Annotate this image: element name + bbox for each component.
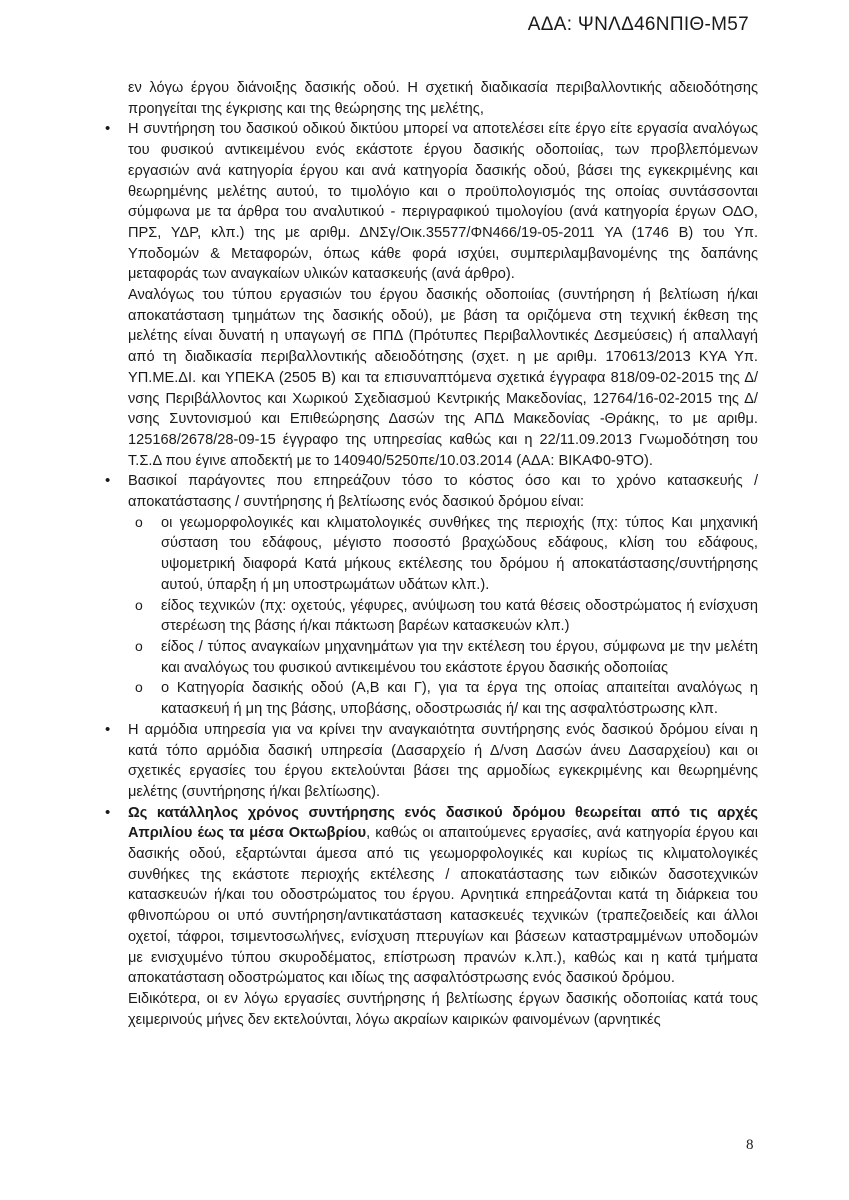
paragraph-winter-works: Ειδικότερα, οι εν λόγω εργασίες συντήρησης ή βελτίωσης έργων δασικής οδοποιίας κατά τους χειμερινούς μήνες δεν εκτελούνται, λόγω ακραίων καιρικών φαινομένων (αρνητικές <box>128 990 758 1028</box>
bullet-cost-factors: • Βασικοί παράγοντες που επηρεάζουν τόσο το κόστος όσο και το χρόνο κατασκευής / αποκατάστασης / συντήρησης ή βελτίωσης ενός δασικού δρόμου είναι: <box>128 471 758 512</box>
maintenance-season-bold: Ως κατάλληλος χρόνος συντήρησης ενός δασικού δρόμου θεωρείται από τις αρχές Απριλίου έως τα μέσα Οκτωβρίου <box>128 804 758 842</box>
paragraph-environmental-licensing: Αναλόγως του τύπου εργασιών του έργου δασικής οδοποιίας (συντήρηση ή βελτίωση ή/και αποκατάσταση τμημάτων της δασικής οδού), με βάση τα οριζόμενα στη τεχνική έκθεση της μελέτης είναι δυνατή η υπαγωγή σε ΠΠΔ (Πρότυπες Περιβαλλοντικές Δεσμεύσεις) ή απαλλαγή από τη διαδικασία περιβαλλοντικής αδειοδότησης (σχετ. η με αριθμ. 170613/2013 ΚΥΑ Υπ. ΥΠ.ΜΕ.ΔΙ. και ΥΠΕΚΑ (2505 Β) και τα επισυναπτόμενα σχετικά έγγραφα 818/09-02-2015 της Δ/νσης Περιβάλλοντος και Χωρικού Σχεδιασμού Κεντρικής Μακεδονίας, 12764/16-02-2015 της Δ/νσης Συντονισμού και Επιθεώρησης Δασών της ΑΠΔ Μακεδονίας -Θράκης, το με αριθμ. 125168/2678/28-09-15 έγγραφο της υπηρεσίας καθώς και η 22/11.09.2013 Γνωμοδότηση του Τ.Σ.Δ που έγινε αποδεκτή με το 140940/5250πε/10.03.2014 (ΑΔΑ: ΒΙΚΑΦ0-9ΤΟ). <box>128 287 758 469</box>
bullet-maintenance: • Η συντήρηση του δασικού οδικού δικτύου μπορεί να αποτελέσει είτε έργο είτε εργασία αναλόγως του φυσικού αντικειμένου ενός εκάστοτε έργου δασικής οδοποιίας, των προβλεπόμενων εργασιών ανά κατηγορία έργου και ανά κατηγορία δασικής οδού, βάσει της εγκεκριμένης και θεωρημένης μελέτης αυτού, το τιμολόγιο και ο προϋπολογισμός της οποίας συντάσσονται σύμφωνα με τα άρθρα του αναλυτικού - περιγραφικού τιμολογίου (ανά κατηγορία έργων ΟΔΟ, ΠΡΣ, ΥΔΡ, κλπ.) της με αριθμ. ΔΝΣγ/Οικ.35577/ΦΝ466/19-05-2011 ΥΑ (1746 Β) του Υπ. Υποδομών & Μεταφορών, όπως κάθε φορά ισχύει, συμπεριλαμβανομένης της δαπάνης μεταφοράς των αναγκαίων υλικών κατασκευής (ανά άρθρο). <box>128 119 758 285</box>
sub-item-road-category: o ο Κατηγορία δασικής οδού (Α,Β και Γ), για τα έργα της οποίας απαιτείται αναλόγως η κατασκευή ή μη της βάσης, υποβάσης, οδοστρωσιάς ή/ και της ασφαλτόστρωσης κλπ. <box>161 678 758 719</box>
bullet-competent-service: • Η αρμόδια υπηρεσία για να κρίνει την αναγκαιότητα συντήρησης ενός δασικού δρόμου είναι η κατά τόπο αρμόδια δασική υπηρεσία (Δασαρχείο ή Δ/νση Δασών άνευ Δασαρχείου) και οι σχετικές εργασίες του έργου εκτελούνται βάσει της αρμοδίως εγκεκριμένης και θεωρημένης μελέτης (συντήρησης ή/και βελτίωσης). <box>128 720 758 803</box>
maintenance-season-text: , καθώς οι απαιτούμενες εργασίες, ανά κατηγορία έργου και δασικής οδού, εξαρτώνται άμεσα από τις γεωμορφολογικές και κυρίως τις κλιματολογικές συνθήκες της εκάστοτε περιοχής εκτέλεσης / αποκατάστασης των ειδικών δασοτεχνικών κατασκευών ή/και του οδοστρώματος του έργου. Αρνητικά επηρεάζονται κατά τη διάρκεια του φθινοπώρου οι υπό συντήρηση/αντικατάσταση κατασκευές τεχνικών (τραπεζοειδείς και άλλοι οχετοί, τάφροι, τσιμεντοσωλήνες, ενίσχυση πτερυγίων και βάσεων καταστραμμένων υποδομών με ενισχυμένο τύπου σκυροδέματος, επίστρωση πρανών κ.λπ.), καθώς και η κατά τμήματα αποκατάσταση οδοστρώματος και ιδίως της ασφαλτόστρωσης ενός δασικού δρόμου. <box>128 825 758 987</box>
ada-header: ΑΔΑ: ΨΝΛΔ46ΝΠΙΘ-Μ57 <box>527 14 749 35</box>
sub-item-geomorphology: o οι γεωμορφολογικές και κλιματολογικές συνθήκες της περιοχής (πχ: τύπος Και μηχανική σύσταση του εδάφους, μέγιστο ποσοστό βραχώδους εδάφους, κλίση του εδάφους, υψομετρική διαφορά Κατά μήκους εκτέλεσης του δρόμου ή αποκατάστασης/συντήρησης αυτού, ύπαρξη ή μη υποστρωμάτων υδάτων κλπ.). <box>161 513 758 596</box>
sub-item-technical-works: o είδος τεχνικών (πχ: οχετούς, γέφυρες, ανύψωση του κατά θέσεις οδοστρώματος ή ενίσχυση στερέωση της βάσης ή/και πάκτωση βαρέων κατασκευών κλπ.) <box>161 596 758 637</box>
continuation-paragraph: εν λόγω έργου διάνοιξης δασικής οδού. Η σχετική διαδικασία περιβαλλοντικής αδειοδότησης προηγείται της έγκρισης και της θεώρησης της μελέτης, <box>128 80 758 117</box>
bullet-maintenance-season <box>128 803 758 989</box>
document-body <box>128 78 758 1030</box>
page-number: 8 <box>746 1137 754 1153</box>
sub-item-machinery: o είδος / τύπος αναγκαίων μηχανημάτων για την εκτέλεση του έργου, σύμφωνα με την μελέτη και αναλόγως του φυσικού αντικειμένου του εκάστοτε έργου δασικής οδοποιίας <box>161 637 758 678</box>
